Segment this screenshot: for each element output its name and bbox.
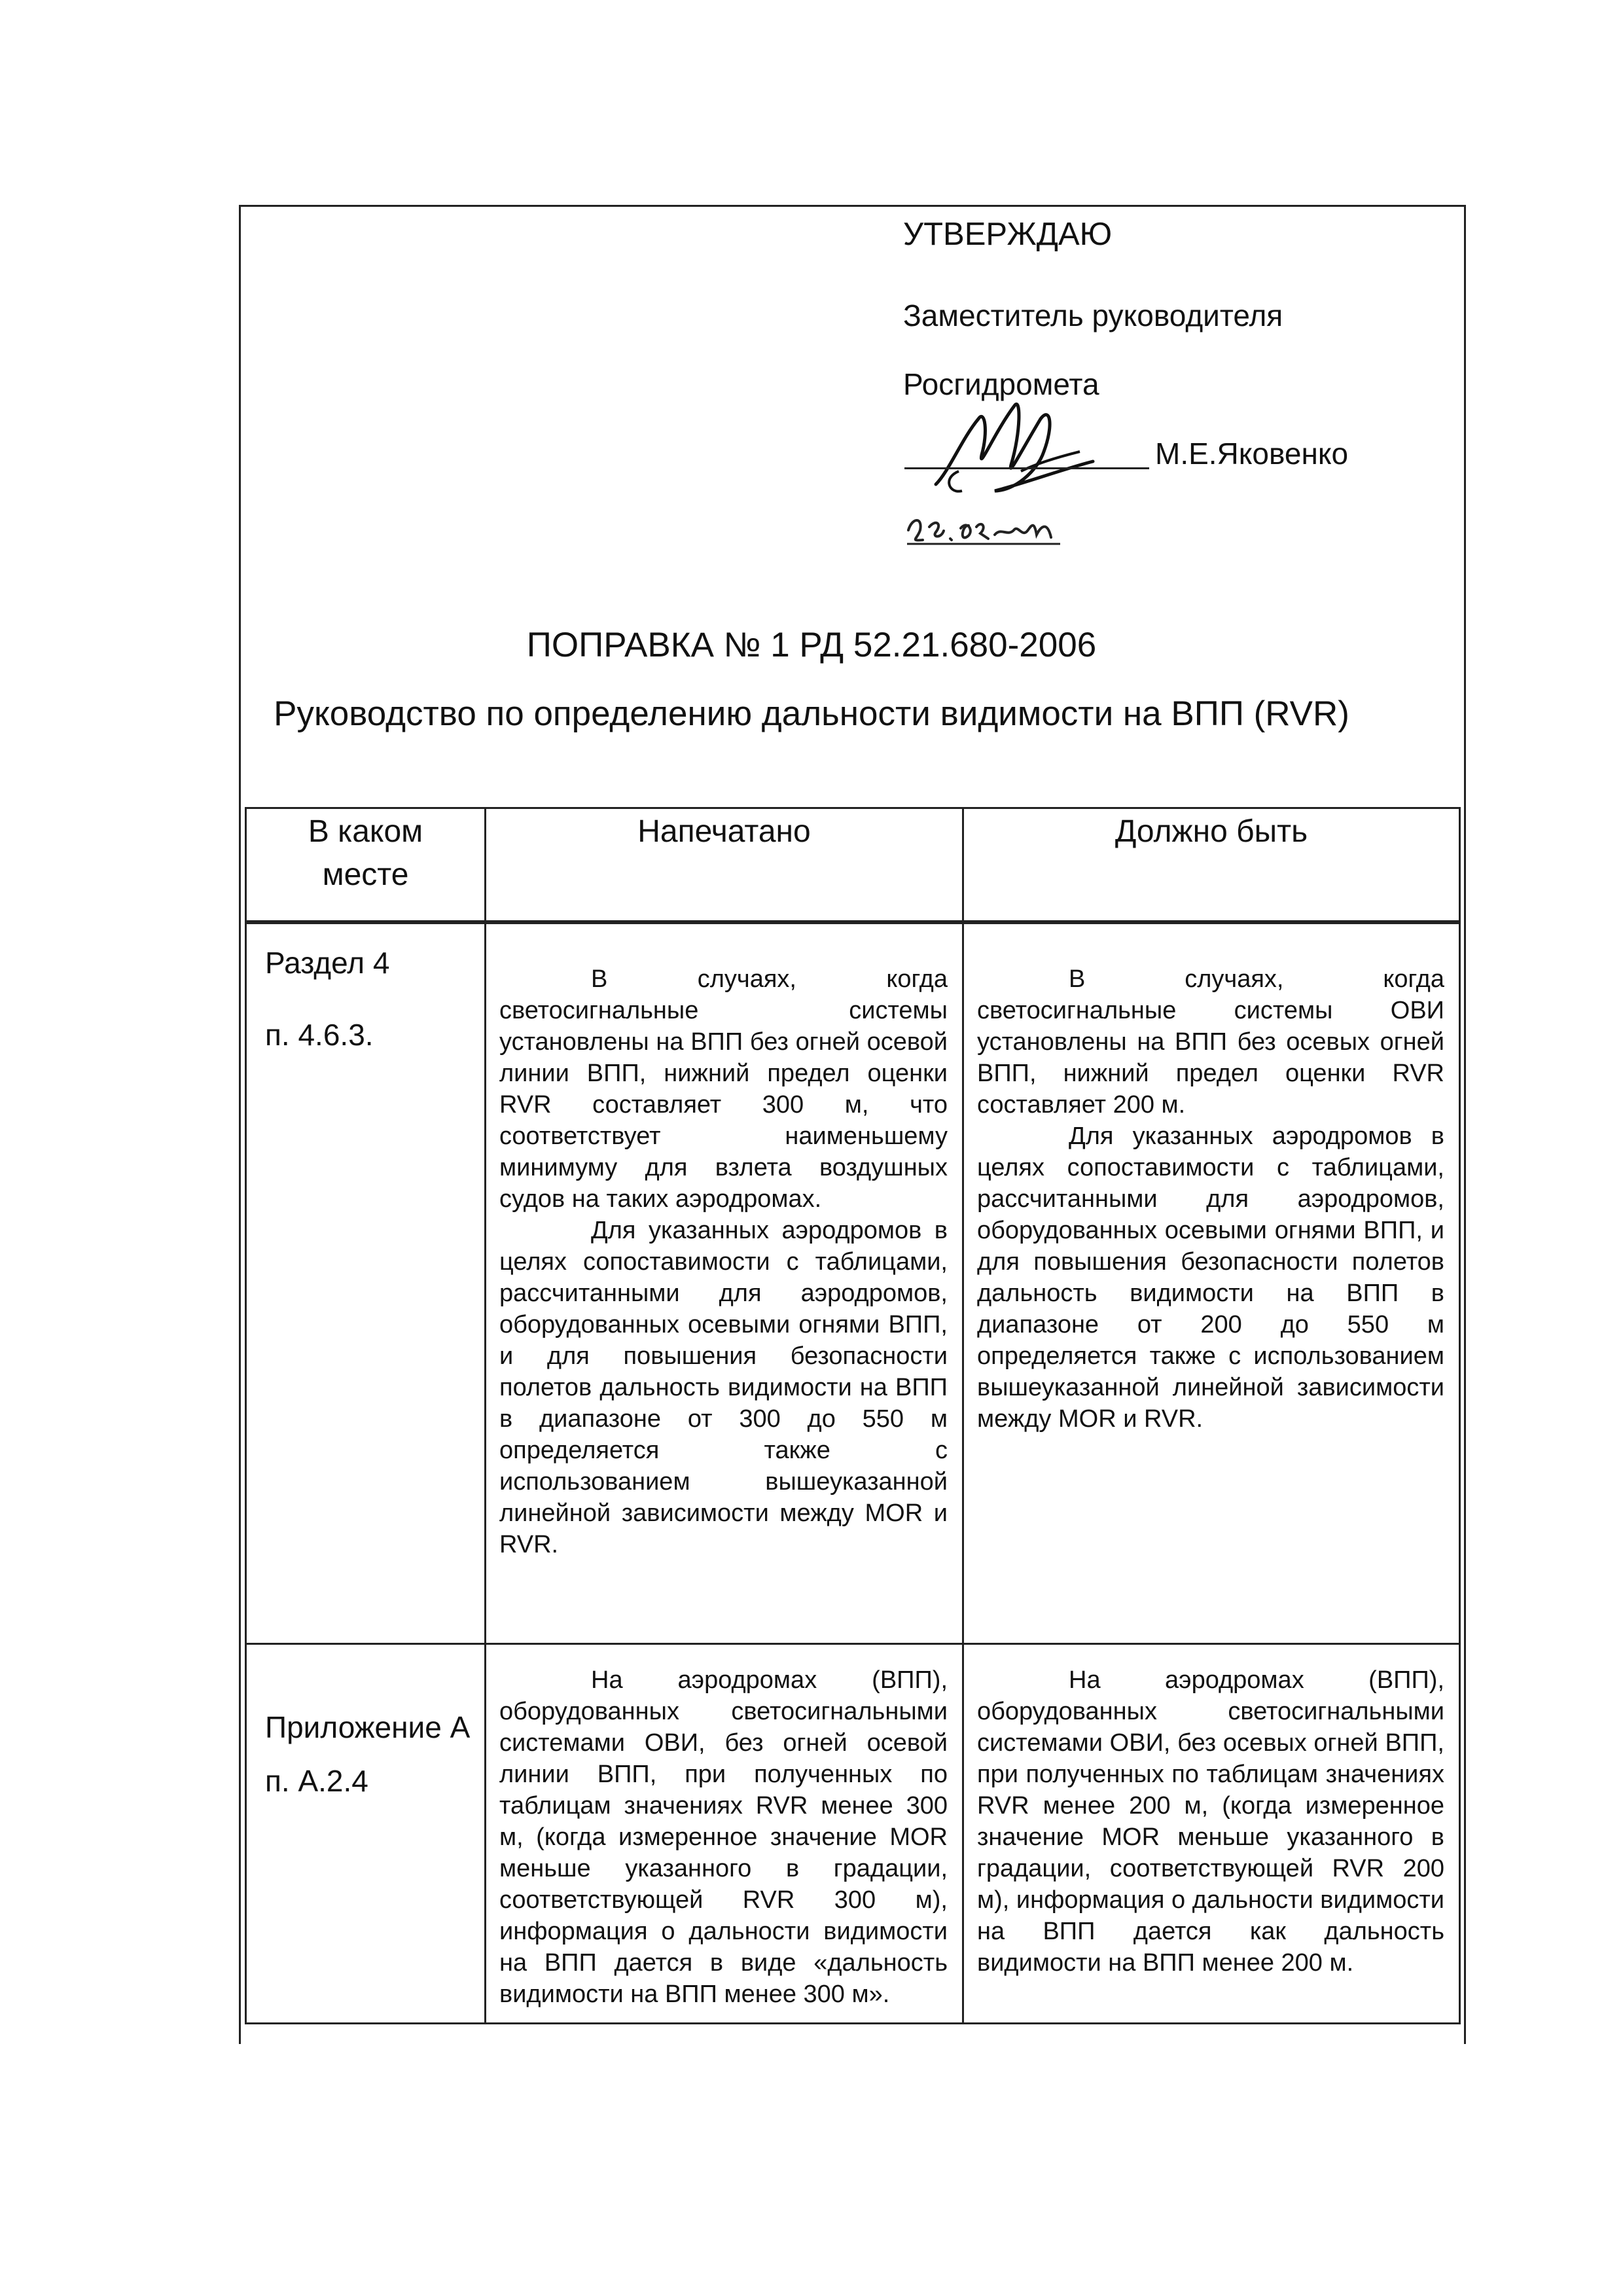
document-number: ПОПРАВКА № 1 РД 52.21.680-2006 (526, 626, 1097, 664)
row-should-be-text (963, 922, 1460, 1644)
row-should-be-text (963, 1644, 1460, 2024)
handwritten-date (903, 501, 1073, 553)
row-place-clause: п. 4.6.3. (265, 1017, 374, 1052)
approval-name: М.Е.Яковенко (1155, 437, 1349, 471)
should-be-paragraph: На аэродромах (ВПП), оборудованных светосигнальными системами ОВИ, без осевых огней ВПП, при полученных по таблицам значениях RVR менее 200 м, (когда измеренное значение MOR меньше указанного в градации, соответствующей RVR 200 м), информация о дальности видимости на ВПП дается как дальность видимости на ВПП менее 200 м. (977, 1666, 1445, 1977)
row-printed-text (486, 1644, 963, 2024)
printed-paragraph: Для указанных аэродромов в целях сопоставимости с таблицами, рассчитанными для аэродромов, оборудованных осевыми огнями ВПП, и для повышения безопасности полетов дальность видимости на ВПП в диапазоне от 300 до 550 м определяется также с использованием вышеуказанной линейной зависимости между MOR и RVR. (499, 1216, 948, 1558)
row-place (246, 1644, 486, 2024)
handwritten-signature (923, 393, 1145, 504)
approval-title: УТВЕРЖДАЮ (903, 217, 1113, 252)
table-row (246, 922, 1460, 1644)
printed-paragraph: В случаях, когда светосигнальные системы установлены на ВПП без огней осевой линии ВПП, нижний предел оценки RVR составляет 300 м, что соответствует наименьшему минимуму для взлета воздушных судов на таких аэродромах. (499, 965, 948, 1213)
header-place-line1: В каком (308, 814, 423, 849)
header-printed: Напечатано (486, 808, 963, 922)
amendment-table (245, 807, 1461, 2024)
header-place (246, 808, 486, 922)
approval-position: Заместитель руководителя (903, 298, 1283, 332)
row-place-clause: п. А.2.4 (265, 1764, 368, 1798)
should-be-paragraph: В случаях, когда светосигнальные системы ОВИ установлены на ВПП без осевых огней ВПП, нижний предел оценки RVR составляет 200 м. (977, 965, 1444, 1119)
printed-paragraph: На аэродромах (ВПП), оборудованных светосигнальными системами ОВИ, без огней осевой линии ВПП, при полученных по таблицам значениях RVR менее 300 м, (когда измеренное значение MOR меньше указанного в градации, соответствующей RVR 300 м), информация о дальности видимости на ВПП дается в виде «дальность видимости на ВПП менее 300 м». (499, 1666, 948, 2008)
document-title: Руководство по определению дальности видимости на ВПП (RVR) (274, 694, 1349, 733)
should-be-paragraph: Для указанных аэродромов в целях сопоставимости с таблицами, рассчитанными для аэродромов, оборудованных осевыми огнями ВПП, и для повышения безопасности полетов дальность видимости на ВПП в диапазоне от 200 до 550 м определяется также с использованием вышеуказанной линейной зависимости между MOR и RVR. (977, 1122, 1444, 1433)
row-place-section: Приложение А (265, 1710, 471, 1744)
row-printed-text (486, 922, 963, 1644)
row-place-section: Раздел 4 (265, 945, 390, 980)
row-place (246, 922, 486, 1644)
signature-line (904, 467, 1149, 469)
header-place-line2: месте (322, 857, 409, 892)
table-header-row (246, 808, 1460, 922)
table-row (246, 1644, 1460, 2024)
approval-organization: Росгидромета (903, 367, 1099, 401)
header-should-be: Должно быть (963, 808, 1460, 922)
